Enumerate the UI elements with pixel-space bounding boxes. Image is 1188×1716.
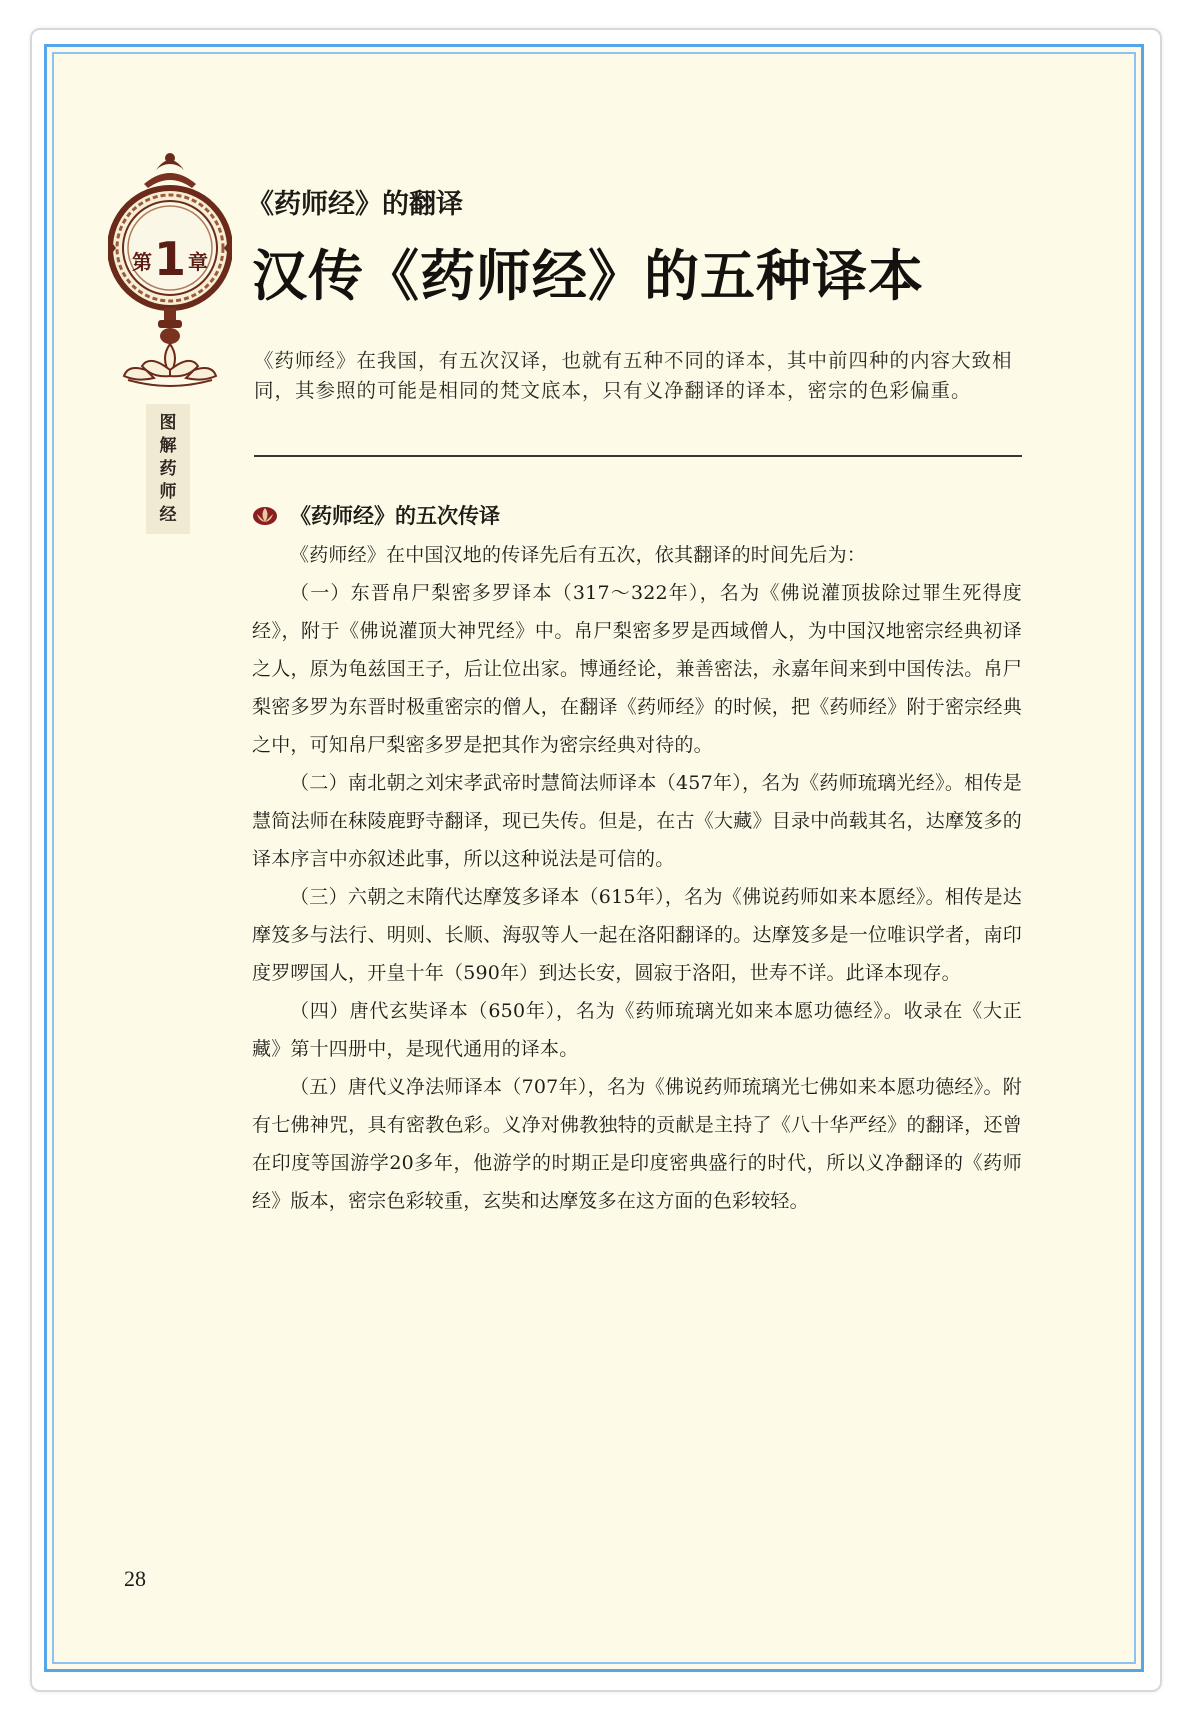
- chapter-title: 汉传《药师经》的五种译本: [252, 243, 925, 308]
- chapter-emblem: [108, 148, 232, 398]
- chapter-summary: 《药师经》在我国，有五次汉译，也就有五种不同的译本，其中前四种的内容大致相同，其参照的可能是相同的梵文底本，只有义净翻译的译本，密宗的色彩偏重。: [254, 349, 1013, 402]
- paragraph-intro: 《药师经》在中国汉地的传译先后有五次，依其翻译的时间先后为：: [290, 544, 867, 566]
- chapter-suffix: 章: [188, 250, 208, 274]
- side-label-char: 师: [159, 481, 177, 502]
- side-label-char: 经: [159, 504, 177, 525]
- divider: [254, 455, 1022, 457]
- side-label-char: 解: [159, 435, 177, 456]
- section-body: [252, 536, 1022, 1220]
- paragraph-translation-4: （四）唐代玄奘译本（650年），名为《药师琉璃光如来本愿功德经》。收录在《大正藏》第十四册中，是现代通用的译本。: [252, 1000, 1022, 1060]
- paragraph-translation-5: （五）唐代义净法师译本（707年），名为《佛说药师琉璃光七佛如来本愿功德经》。附有七佛神咒，具有密教色彩。义净对佛教独特的贡献是主持了《八十华严经》的翻译，还曾在印度等国游学20多年，他游学的时期正是印度密典盛行的时代，所以义净翻译的《药师经》版本，密宗色彩较重，玄奘和达摩笈多在这方面的色彩较轻。: [252, 1076, 1022, 1212]
- side-label-char: 药: [159, 458, 177, 479]
- section-heading: [252, 500, 500, 530]
- chapter-badge: [108, 232, 232, 286]
- paragraph-translation-2: （二）南北朝之刘宋孝武帝时慧简法师译本（457年），名为《药师琉璃光经》。相传是慧简法师在秣陵鹿野寺翻译，现已失传。但是，在古《大藏》目录中尚载其名，达摩笈多的译本序言中亦叙述此事，所以这种说法是可信的。: [252, 772, 1022, 870]
- chapter-subtitle: 《药师经》的翻译: [247, 189, 463, 220]
- side-label-char: 图: [159, 412, 177, 433]
- book-side-label: [146, 404, 190, 534]
- chapter-number: 1: [153, 232, 186, 286]
- section-title: 《药师经》的五次传译: [290, 504, 500, 528]
- chapter-prefix: 第: [131, 250, 152, 274]
- paragraph-translation-1: （一）东晋帛尸梨密多罗译本（317～322年），名为《佛说灌顶拔除过罪生死得度经》，附于《佛说灌顶大神咒经》中。帛尸梨密多罗是西域僧人，为中国汉地密宗经典初译之人，原为龟兹国王子，后让位出家。博通经论，兼善密法，永嘉年间来到中国传法。帛尸梨密多罗为东晋时极重密宗的僧人，在翻译《药师经》的时候，把《药师经》附于密宗经典之中，可知帛尸梨密多罗是把其作为密宗经典对待的。: [252, 582, 1022, 756]
- paragraph-translation-3: （三）六朝之末隋代达摩笈多译本（615年），名为《佛说药师如来本愿经》。相传是达摩笈多与法行、明则、长顺、海驭等人一起在洛阳翻译的。达摩笈多是一位唯识学者，南印度罗啰国人，开皇十年（590年）到达长安，圆寂于洛阳，世寿不详。此译本现存。: [252, 886, 1022, 984]
- lotus-bullet-icon: [252, 504, 278, 526]
- page-number: 28: [124, 1566, 146, 1591]
